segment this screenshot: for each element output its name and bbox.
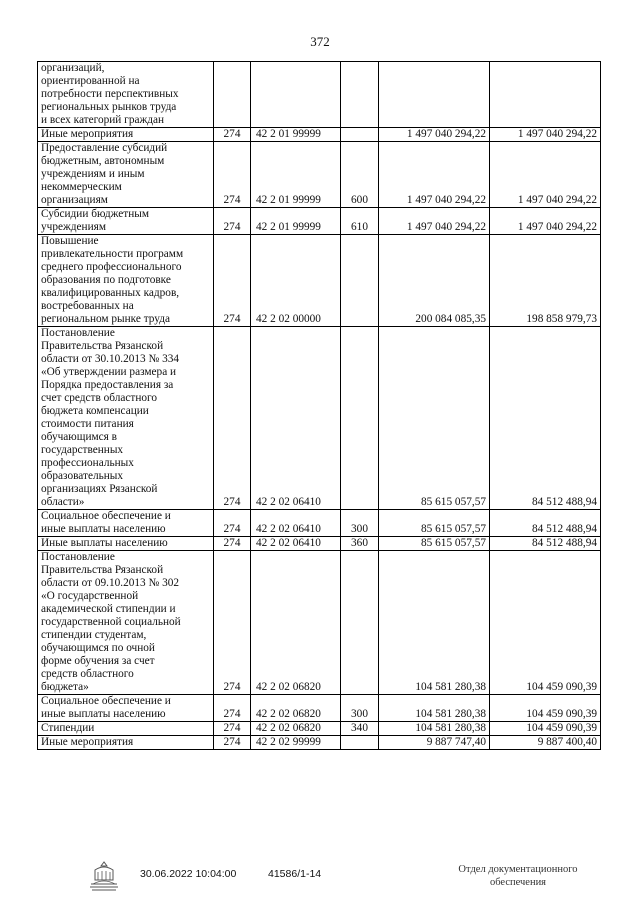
row-ved-cell: 274 [214, 722, 251, 736]
row-csr-cell: 42 2 02 06410 [251, 510, 341, 537]
row-vr-cell [341, 62, 379, 128]
row-ved-cell: 274 [214, 128, 251, 142]
row-name-cell: Социальное обеспечение и иные выплаты населению [38, 695, 214, 722]
table-row [38, 235, 601, 327]
row-name-cell: Субсидии бюджетным учреждениям [38, 208, 214, 235]
row-vr-cell: 340 [341, 722, 379, 736]
row-sum-2022-cell: 104 581 280,38 [379, 722, 490, 736]
row-sum-2023-cell: 1 497 040 294,22 [490, 142, 601, 208]
row-name-cell: Иные мероприятия [38, 736, 214, 750]
row-sum-2022-cell: 104 581 280,38 [379, 695, 490, 722]
row-sum-2022-cell: 200 084 085,35 [379, 235, 490, 327]
row-sum-2023-cell: 104 459 090,39 [490, 722, 601, 736]
row-ved-cell: 274 [214, 235, 251, 327]
budget-table [37, 61, 601, 750]
row-name-cell: организаций, ориентированной на потребности перспективных региональных рынков труда и всех категорий граждан [38, 62, 214, 128]
row-vr-cell [341, 128, 379, 142]
row-vr-cell: 360 [341, 537, 379, 551]
table-row [38, 208, 601, 235]
row-vr-cell [341, 327, 379, 510]
footer-datetime: 30.06.2022 10:04:00 [140, 868, 237, 880]
table-row [38, 551, 601, 695]
table-row [38, 62, 601, 128]
row-csr-cell: 42 2 02 06820 [251, 695, 341, 722]
row-ved-cell: 274 [214, 736, 251, 750]
row-csr-cell: 42 2 01 99999 [251, 208, 341, 235]
row-ved-cell: 274 [214, 208, 251, 235]
row-vr-cell: 300 [341, 695, 379, 722]
row-ved-cell: 274 [214, 551, 251, 695]
row-sum-2023-cell: 84 512 488,94 [490, 510, 601, 537]
table-row [38, 128, 601, 142]
row-csr-cell: 42 2 02 00000 [251, 235, 341, 327]
table-row [38, 722, 601, 736]
row-name-cell: Предоставление субсидий бюджетным, автономным учреждениям и иным некоммерческим организациям [38, 142, 214, 208]
row-name-cell: Постановление Правительства Рязанской области от 30.10.2013 № 334 «Об утверждении размера и Порядка предоставления за счет средств областного бюджета компенсации стоимости питания обучающимся в государственных профессиональных образовательных организациях Рязанской области» [38, 327, 214, 510]
row-vr-cell: 300 [341, 510, 379, 537]
footer-department: Отдел документационного обеспечения [458, 864, 578, 888]
row-sum-2022-cell: 1 497 040 294,22 [379, 142, 490, 208]
row-sum-2023-cell: 1 497 040 294,22 [490, 208, 601, 235]
row-ved-cell: 274 [214, 510, 251, 537]
row-vr-cell: 600 [341, 142, 379, 208]
table-row [38, 736, 601, 750]
row-name-cell: Социальное обеспечение и иные выплаты населению [38, 510, 214, 537]
row-ved-cell: 274 [214, 327, 251, 510]
row-csr-cell [251, 62, 341, 128]
row-sum-2022-cell: 85 615 057,57 [379, 537, 490, 551]
row-ved-cell: 274 [214, 142, 251, 208]
row-sum-2023-cell: 104 459 090,39 [490, 551, 601, 695]
row-sum-2022-cell [379, 62, 490, 128]
row-ved-cell: 274 [214, 537, 251, 551]
row-name-cell: Стипендии [38, 722, 214, 736]
row-csr-cell: 42 2 02 06410 [251, 537, 341, 551]
row-name-cell: Постановление Правительства Рязанской области от 09.10.2013 № 302 «О государственной академической стипендии и государственной социальной стипендии студентам, обучающимся по очной форме обучения за счет средств областного бюджета» [38, 551, 214, 695]
row-ved-cell [214, 62, 251, 128]
row-csr-cell: 42 2 02 06820 [251, 551, 341, 695]
row-sum-2022-cell: 1 497 040 294,22 [379, 208, 490, 235]
row-csr-cell: 42 2 01 99999 [251, 128, 341, 142]
row-sum-2023-cell: 84 512 488,94 [490, 537, 601, 551]
coat-of-arms-icon [86, 860, 122, 897]
table-row [38, 695, 601, 722]
row-vr-cell: 610 [341, 208, 379, 235]
row-vr-cell [341, 235, 379, 327]
table-row [38, 327, 601, 510]
row-name-cell: Иные выплаты населению [38, 537, 214, 551]
row-sum-2022-cell: 9 887 747,40 [379, 736, 490, 750]
page-number: 372 [310, 34, 330, 49]
row-name-cell: Иные мероприятия [38, 128, 214, 142]
table-row [38, 537, 601, 551]
page-footer [0, 860, 640, 900]
row-sum-2022-cell: 104 581 280,38 [379, 551, 490, 695]
row-sum-2023-cell: 1 497 040 294,22 [490, 128, 601, 142]
table-row [38, 510, 601, 537]
row-vr-cell [341, 551, 379, 695]
row-sum-2022-cell: 1 497 040 294,22 [379, 128, 490, 142]
row-sum-2023-cell: 104 459 090,39 [490, 695, 601, 722]
row-ved-cell: 274 [214, 695, 251, 722]
table-row [38, 142, 601, 208]
row-csr-cell: 42 2 02 06410 [251, 327, 341, 510]
row-csr-cell: 42 2 02 06820 [251, 722, 341, 736]
row-vr-cell [341, 736, 379, 750]
row-csr-cell: 42 2 01 99999 [251, 142, 341, 208]
row-csr-cell: 42 2 02 99999 [251, 736, 341, 750]
row-name-cell: Повышение привлекательности программ среднего профессионального образования по подготовке квалифицированных кадров, востребованных на региональном рынке труда [38, 235, 214, 327]
row-sum-2023-cell: 84 512 488,94 [490, 327, 601, 510]
row-sum-2022-cell: 85 615 057,57 [379, 510, 490, 537]
row-sum-2022-cell: 85 615 057,57 [379, 327, 490, 510]
row-sum-2023-cell: 198 858 979,73 [490, 235, 601, 327]
footer-doc-id: 41586/1-14 [268, 868, 322, 880]
row-sum-2023-cell: 9 887 400,40 [490, 736, 601, 750]
row-sum-2023-cell [490, 62, 601, 128]
